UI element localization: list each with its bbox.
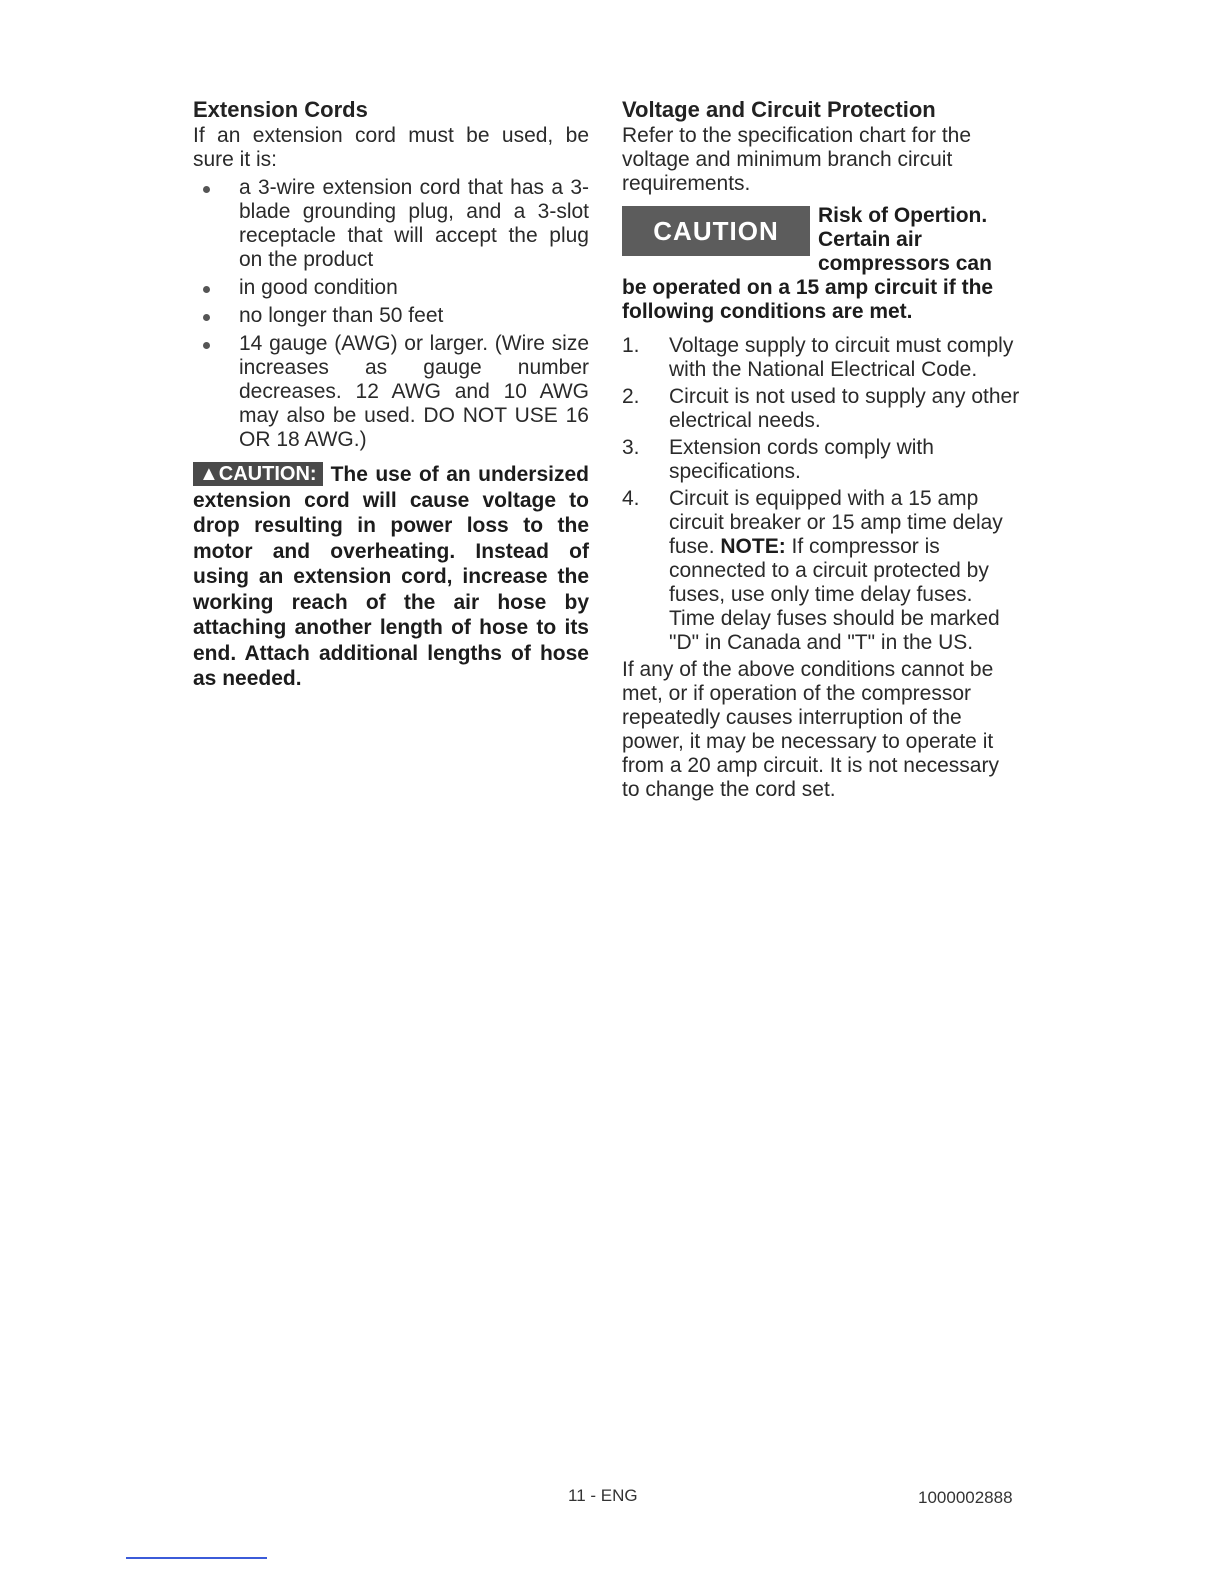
caution-text: Risk of Opertion. Certain air compressors can be operated on a 15 amp circuit if the following conditions are met. xyxy=(622,204,994,323)
circuit-conditions-list xyxy=(622,334,1022,655)
bullet-icon xyxy=(203,314,210,321)
bullet-icon xyxy=(203,342,210,349)
list-item xyxy=(193,332,589,452)
caution-badge: CAUTION xyxy=(622,206,810,256)
item-text: Voltage supply to circuit must comply with the National Electrical Code. xyxy=(669,334,1014,381)
document-code: 1000002888 xyxy=(918,1488,1013,1507)
bullet-icon xyxy=(203,186,210,193)
extension-cord-caution xyxy=(193,462,589,692)
list-item xyxy=(193,276,589,300)
extension-cord-requirements-list xyxy=(193,176,589,452)
note-text: If compressor is connected to a circuit protected by fuses, use only time delay fuses. Time delay fuses should be marked "D" in Canada and "T" in the US. xyxy=(669,535,1000,654)
item-number: 1. xyxy=(622,334,640,357)
item-text: Circuit is equipped with a 15 amp circuit breaker or 15 amp time delay fuse. xyxy=(669,487,1003,558)
note-label: NOTE: xyxy=(720,535,786,558)
bottom-rule-divider xyxy=(126,1557,267,1559)
item-text: Circuit is not used to supply any other electrical needs. xyxy=(669,385,1020,432)
circuit-caution xyxy=(622,204,1022,324)
extension-cords-section xyxy=(193,96,589,692)
voltage-circuit-intro: Refer to the specification chart for the voltage and minimum branch circuit requirements. xyxy=(622,124,972,195)
list-item xyxy=(193,304,589,328)
list-item xyxy=(622,334,1022,382)
bullet-icon xyxy=(203,286,210,293)
list-item xyxy=(193,176,589,272)
closing-paragraph: If any of the above conditions cannot be met, or if operation of the compressor repeatedly causes interruption of the power, it may be necessary to operate it from a 20 amp circuit. It is not necessary to change the cord set. xyxy=(622,658,999,801)
bullet-text: a 3-wire extension cord that has a 3-blade grounding plug, and a 3-slot receptacle that will accept the plug on the product xyxy=(239,176,589,271)
item-number: 3. xyxy=(622,436,640,459)
bullet-text: 14 gauge (AWG) or larger. (Wire size increases as gauge number decreases. 12 AWG and 10 AWG may also be used. DO NOT USE 16 OR 18 AWG.) xyxy=(239,332,589,451)
list-item xyxy=(622,487,1022,655)
list-item xyxy=(622,385,1022,433)
item-number: 4. xyxy=(622,487,640,510)
item-text: Extension cords comply with specifications. xyxy=(669,436,934,483)
bullet-text: no longer than 50 feet xyxy=(239,304,444,327)
list-item xyxy=(622,436,1022,484)
voltage-circuit-section xyxy=(622,96,1022,802)
caution-badge: ▲CAUTION: xyxy=(193,462,323,486)
item-number: 2. xyxy=(622,385,640,408)
caution-text: The use of an undersized extension cord will cause voltage to drop resulting in power loss to the motor and overheating. Instead of using an extension cord, increase the working reach of the air hose by attaching another length of hose to its end. Attach additional lengths of hose as needed. xyxy=(193,463,589,690)
extension-cords-intro: If an extension cord must be used, be sure it is: xyxy=(193,124,589,171)
voltage-circuit-heading: Voltage and Circuit Protection xyxy=(622,97,936,122)
page-number: 11 - ENG xyxy=(568,1486,638,1505)
bullet-text: in good condition xyxy=(239,276,398,299)
extension-cords-heading: Extension Cords xyxy=(193,97,368,122)
